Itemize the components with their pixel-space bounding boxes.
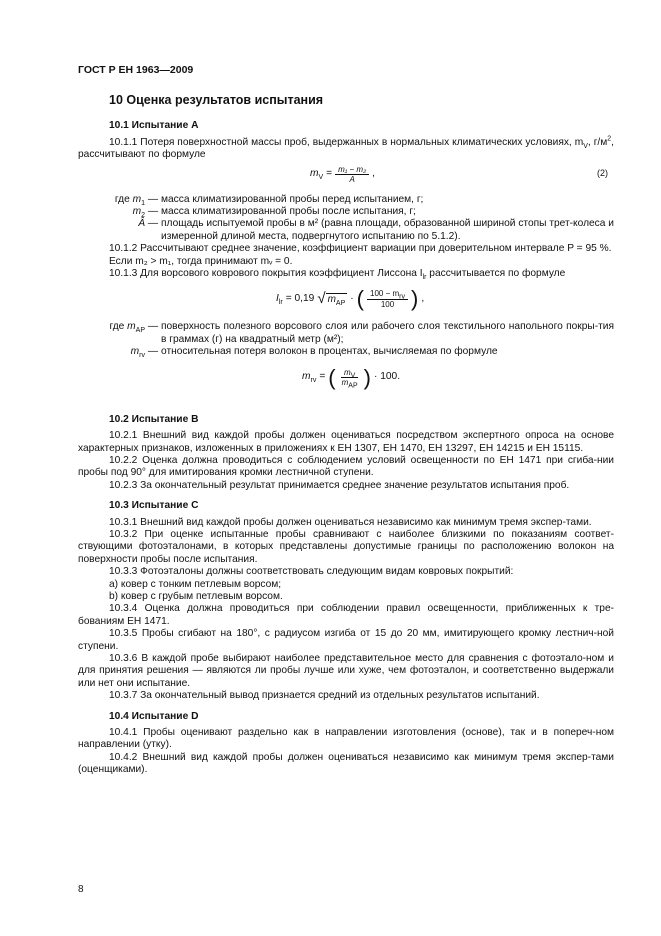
paragraph-10-3-1: 10.3.1 Внешний вид каждой пробы должен оцениваться независимо как минимум тремя экспер-тами. (109, 516, 592, 528)
subsection-title-10-3: 10.3 Испытание С (109, 500, 199, 512)
where-item-mrv: $m_{rv}$ — относительная потеря волокон в процентах, вычисляемая по формуле (130, 346, 498, 360)
where-item-m1: где $m_1$ — масса климатизированной пробы перед испытанием, г; (114, 193, 424, 207)
paragraph-10-4-2: 10.4.2 Внешний вид каждой пробы должен оцениваться независимо как минимум тремя экспер-тами (оценщиками). (78, 751, 614, 776)
formula-lisson: $I_{lr}$ = 0,19 √ $m_{AP}$ · ( $\frac{100 - m_{rv}}{100}$ ) , (276, 286, 425, 312)
section-title: 10 Оценка результатов испытания (109, 93, 324, 107)
subsection-title-10-2: 10.2 Испытание В (109, 413, 199, 425)
paragraph-10-1-2-condition: Если m₂ > m₁, тогда принимают mᵥ = 0. (109, 255, 293, 267)
paragraph-10-1-2: 10.1.2 Рассчитывают среднее значение, коэффициент вариации при доверительном интервале P = 95 %. (109, 243, 612, 255)
formula-number: (2) (597, 167, 608, 178)
list-item: a) ковер с тонким петлевым ворсом; (109, 578, 282, 590)
paragraph-10-3-4: 10.3.4 Оценка должна проводиться при соблюдении правил освещенности, приближенных к тре-бованиям ЕН 1471. (78, 603, 614, 627)
list-item: b) ковер с грубым петлевым ворсом. (109, 590, 283, 602)
subsection-title-10-4: 10.4 Испытание D (109, 710, 199, 722)
paragraph-10-3-6: 10.3.6 В каждой пробе выбирают наиболее представительное место для сравнения с фотоэтало-ном и для принятия решения — являются ли пробы лучше или хуже, чем фотоэталон, и соответственно выдержали или нет они испытание. (78, 653, 614, 689)
paragraph-10-2-1: 10.2.1 Внешний вид каждой пробы должен оцениваться посредством экспертного опроса на основе характерных признаков, изложенных в приложениях к ЕН 1307, ЕН 1470, ЕН 13297, ЕН 14215 и ЕН 15115. (78, 430, 614, 454)
where-item-m2: $m_2$ — масса климатизированной пробы после испытания, г; (132, 206, 416, 220)
paragraph-10-3-7: 10.3.7 За окончательный вывод признается средний из отдельных результатов испытаний. (109, 690, 540, 702)
formula-2: $m_V$ = $\frac{\text{m₁ − m₂}}{A}$ , (2) (310, 164, 608, 185)
paragraph-10-1-1: 10.1.1 Потеря поверхностной массы проб, выдержанных в нормальных климатических условиях, $m_V$, $г/м^2$, рассчитывают по формуле (78, 135, 614, 161)
document-header: ГОСТ Р ЕН 1963—2009 (78, 64, 194, 76)
paragraph-10-2-2: 10.2.2 Оценка должна проводиться с соблюдением условий освещенности по ЕН 1471 при сгиба-нии пробы под 90° для имитирования кромки лестничной ступени. (78, 454, 614, 479)
subsection-title-10-1: 10.1 Испытание А (109, 120, 199, 132)
paragraph-10-2-3: 10.2.3 За окончательный результат принимается среднее значение результатов испытания проб. (109, 479, 570, 491)
where-item-map: где $m_{AP}$ — поверхность полезного ворсового слоя или рабочего слоя текстильного напольного покры-тия в граммах (г) на квадратный метр (м²); (109, 321, 614, 345)
paragraph-10-3-3: 10.3.3 Фотоэталоны должны соответствовать следующим видам ковровых покрытий: (109, 566, 514, 578)
document-body (78, 94, 614, 777)
paragraph-10-1-3: 10.1.3 Для ворсового коврового покрытия коэффициент Лиссона $I_{lr}$ рассчитывается по формуле (109, 268, 566, 282)
where-item-a: Â — площадь испытуемой пробы в м² (равна площади, образованной шириной стопы трет-колеса и измеренной длиной места, подвергнутого испытанию по 5.1.2). (138, 218, 614, 242)
formula-mrv: $m_{rv}$ = ( $\frac{m_V}{m_{AP}}$ ) · 100. (302, 364, 401, 390)
paragraph-10-4-1: 10.4.1 Пробы оценивают раздельно как в направлении изготовления (основе), так и в попереч-ном направлении (утку). (78, 727, 614, 751)
paragraph-10-3-5: 10.3.5 Пробы сгибают на 180°, с радиусом изгиба от 15 до 20 мм, имитирующего кромку лестнич-ной ступени. (78, 628, 614, 652)
paragraph-10-3-2: 10.3.2 При оценке испытанные пробы сравнивают с наиболее близкими по показаниям соответ-ствующими фотоэталонами, в которых представлены допустимые границы по расположению волокон на поверхности пробы после испытания. (78, 528, 614, 565)
page-number: 8 (78, 884, 84, 895)
